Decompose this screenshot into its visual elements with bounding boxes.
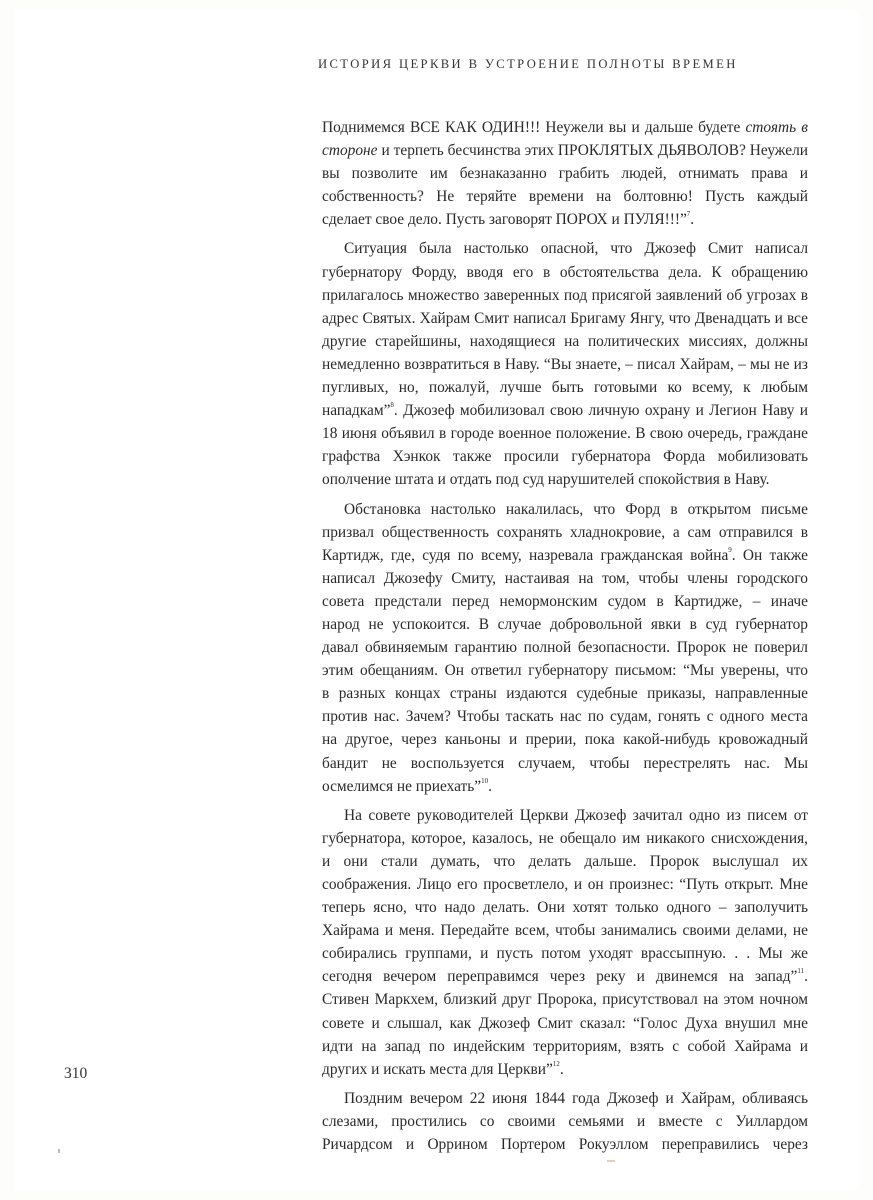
text-line bbox=[322, 521, 808, 544]
text-run: . bbox=[690, 211, 695, 229]
text-line bbox=[322, 804, 808, 827]
text-run: сегодня вечером переправимся через реку и двинемся на запад” bbox=[322, 968, 798, 986]
text-line bbox=[322, 1087, 808, 1110]
text-run: сделает свое дело. Пусть заговорят ПОРОХ и ПУЛЯ!!!” bbox=[322, 211, 687, 229]
running-head: ИСТОРИЯ ЦЕРКВИ В УСТРОЕНИЕ ПОЛНОТЫ ВРЕМЕН bbox=[318, 57, 738, 71]
text-run: вы позволите им безнаказанно грабить людей, отнимать права и bbox=[322, 165, 808, 183]
text-line bbox=[322, 659, 808, 682]
text-run: На совете руководителей Церкви Джозеф зачитал одно из писем от bbox=[344, 806, 808, 824]
paragraph bbox=[322, 498, 808, 798]
text-line bbox=[322, 636, 808, 659]
text-run: . bbox=[804, 968, 808, 986]
text-run: Обстановка настолько накалилась, что Форд в открытом письме bbox=[344, 500, 808, 518]
text-line bbox=[322, 422, 808, 445]
text-line bbox=[322, 498, 808, 521]
text-line bbox=[322, 468, 808, 491]
text-run: прилагалось множество заверенных под присягой заявлений об угрозах в bbox=[322, 286, 808, 304]
text-run: собирались группами, и пусть потом уходят врассыпную. . . Мы же bbox=[322, 945, 808, 963]
text-run: нападкам” bbox=[322, 402, 391, 420]
text-run: призвал общественность сохранять хладнокровие, а сам отправился в bbox=[322, 523, 808, 541]
text-run: 18 июня объявил в городе военное положение. В свою очередь, граждане bbox=[322, 425, 808, 443]
italic-run: стоять в bbox=[745, 119, 808, 136]
paragraph bbox=[322, 116, 808, 231]
text-line bbox=[322, 567, 808, 590]
text-line bbox=[322, 139, 808, 162]
text-run: Стивен Маркхем, близкий друг Пророка, присутствовал на этом ночном bbox=[322, 991, 808, 1009]
text-run: и они стали думать, что делать дальше. Пророк выслушал их bbox=[322, 852, 808, 870]
text-run: осмелимся не приехать” bbox=[322, 777, 482, 795]
text-run: . Джозеф мобилизовал свою личную охрану и Легион Наву и bbox=[393, 402, 808, 420]
text-line bbox=[322, 237, 808, 260]
text-run: губернатору Форду, вводя его в обстоятельства дела. К обращению bbox=[322, 263, 808, 281]
text-run: этим обещаниям. Он ответил губернатору письмом: “Мы уверены, что bbox=[322, 662, 808, 680]
text-run: народ не успокоится. В случае добровольной явки в суд губернатор bbox=[322, 615, 808, 633]
text-line bbox=[322, 544, 808, 567]
text-run: бандит не воспользуется случаем, чтобы перестрелять нас. Мы bbox=[322, 754, 808, 772]
text-line bbox=[322, 399, 808, 422]
text-run: теперь ясно, что надо делать. Они хотят только одного – заполучить bbox=[322, 899, 808, 917]
text-line bbox=[322, 752, 808, 775]
text-line bbox=[322, 284, 808, 307]
footnote-ref[interactable]: 9 bbox=[728, 545, 732, 554]
text-run: немедленно возвратиться в Наву. “Вы знаете, – писал Хайрам, – мы не из bbox=[322, 355, 808, 373]
footnote-ref[interactable]: 7 bbox=[686, 210, 691, 219]
text-run: на другое, через каньоны и прерии, пока какой-нибудь кровожадный bbox=[322, 731, 808, 749]
text-line bbox=[322, 942, 808, 965]
text-line bbox=[322, 162, 808, 185]
text-run: других и искать места для Церкви” bbox=[322, 1060, 553, 1078]
text-line bbox=[322, 919, 808, 942]
text-line bbox=[322, 376, 808, 399]
text-run: соображения. Лицо его просветлело, и он произнес: “Путь открыт. Мне bbox=[322, 876, 808, 893]
text-run: Ситуация была настолько опасной, что Джозеф Смит написал bbox=[344, 240, 808, 258]
text-line bbox=[322, 965, 808, 988]
footnote-ref[interactable]: 10 bbox=[481, 776, 489, 785]
text-line bbox=[322, 896, 808, 919]
text-run: . Он также bbox=[731, 546, 808, 564]
text-run: слезами, простились со своими семьями и вместе с Уиллардом bbox=[322, 1112, 808, 1130]
text-run: совете и слышал, как Джозеф Смит сказал: “Голос Духа внушил мне bbox=[322, 1014, 808, 1032]
page-number: 310 bbox=[64, 1065, 88, 1082]
footnote-ref[interactable]: 8 bbox=[390, 401, 394, 410]
text-run: пугливых, но, пожалуй, лучше быть готовыми ко всему, к любым bbox=[322, 379, 808, 397]
text-run: Хайрама и меня. Передайте всем, чтобы занимались своими делами, не bbox=[322, 922, 808, 940]
text-line bbox=[322, 116, 808, 139]
text-line bbox=[322, 775, 808, 798]
text-line bbox=[322, 728, 808, 751]
paragraph bbox=[322, 237, 808, 491]
text-run: Поднимемся ВСЕ КАК ОДИН!!! Неужели вы и дальше будете bbox=[322, 119, 746, 136]
text-line bbox=[322, 208, 808, 231]
text-line bbox=[322, 1035, 808, 1058]
text-run: . bbox=[559, 1060, 564, 1078]
text-line bbox=[322, 682, 808, 705]
text-run: адрес Святых. Хайрам Смит написал Бригаму Янгу, что Двенадцать и все bbox=[322, 309, 808, 327]
text-run: против нас. Зачем? Чтобы таскать нас по судам, гонять с одного места bbox=[322, 708, 808, 726]
text-run: идти на запад по индейским территориям, взять с собой Хайрама и bbox=[322, 1037, 808, 1055]
paragraph bbox=[322, 804, 808, 1081]
text-run: давал обвиняемым гарантию полной безопасности. Пророк не поверил bbox=[322, 639, 808, 657]
scan-speck bbox=[607, 1160, 615, 1162]
text-run: Ричардсом и Оррином Портером Рокуэллом переправились через bbox=[322, 1136, 808, 1154]
italic-run: стороне bbox=[322, 142, 378, 160]
text-run: написал Джозефу Смиту, настаивая на том, чтобы члены городского bbox=[322, 569, 808, 587]
text-line bbox=[322, 1058, 808, 1081]
text-line bbox=[322, 1110, 808, 1133]
text-run: собственность? Не теряйте времени на болтовню! Пусть каждый bbox=[322, 188, 808, 206]
text-line bbox=[322, 353, 808, 376]
text-run: графства Хэнкок также просили губернатора Форда мобилизовать bbox=[322, 448, 808, 466]
text-run: в разных концах страны издаются судебные приказы, направленные bbox=[322, 685, 808, 703]
text-line bbox=[322, 261, 808, 284]
text-run: губернатора, которое, казалось, не обещало им никакого снисхождения, bbox=[322, 829, 808, 847]
text-line bbox=[322, 445, 808, 468]
text-line bbox=[322, 827, 808, 850]
text-run: ополчение штата и отдать под суд нарушителей спокойствия в Наву. bbox=[322, 471, 770, 489]
text-line bbox=[322, 850, 808, 873]
text-line bbox=[322, 1133, 808, 1156]
text-run: Поздним вечером 22 июня 1844 года Джозеф и Хайрам, обливаясь bbox=[344, 1089, 808, 1107]
scan-speck bbox=[58, 1149, 60, 1153]
text-line bbox=[322, 1012, 808, 1035]
text-run: совета предстали перед немормонским судом в Картидже, – иначе bbox=[322, 592, 808, 610]
text-line bbox=[322, 307, 808, 330]
paragraph bbox=[322, 1087, 808, 1156]
text-run: . bbox=[488, 777, 492, 795]
footnote-ref[interactable]: 12 bbox=[552, 1059, 560, 1068]
body-text bbox=[322, 116, 808, 1156]
text-line bbox=[322, 613, 808, 636]
text-run: другие старейшины, находящиеся на политических миссиях, должны bbox=[322, 332, 808, 350]
text-line bbox=[322, 873, 808, 896]
text-run: Картидж, где, судя по всему, назревала гражданская война bbox=[322, 546, 729, 564]
text-line bbox=[322, 705, 808, 728]
text-line bbox=[322, 988, 808, 1011]
text-line bbox=[322, 590, 808, 613]
text-line bbox=[322, 185, 808, 208]
text-line bbox=[322, 330, 808, 353]
footnote-ref[interactable]: 11 bbox=[797, 967, 805, 976]
text-run: и терпеть бесчинства этих ПРОКЛЯТЫХ ДЬЯВОЛОВ? Неужели bbox=[377, 142, 808, 160]
